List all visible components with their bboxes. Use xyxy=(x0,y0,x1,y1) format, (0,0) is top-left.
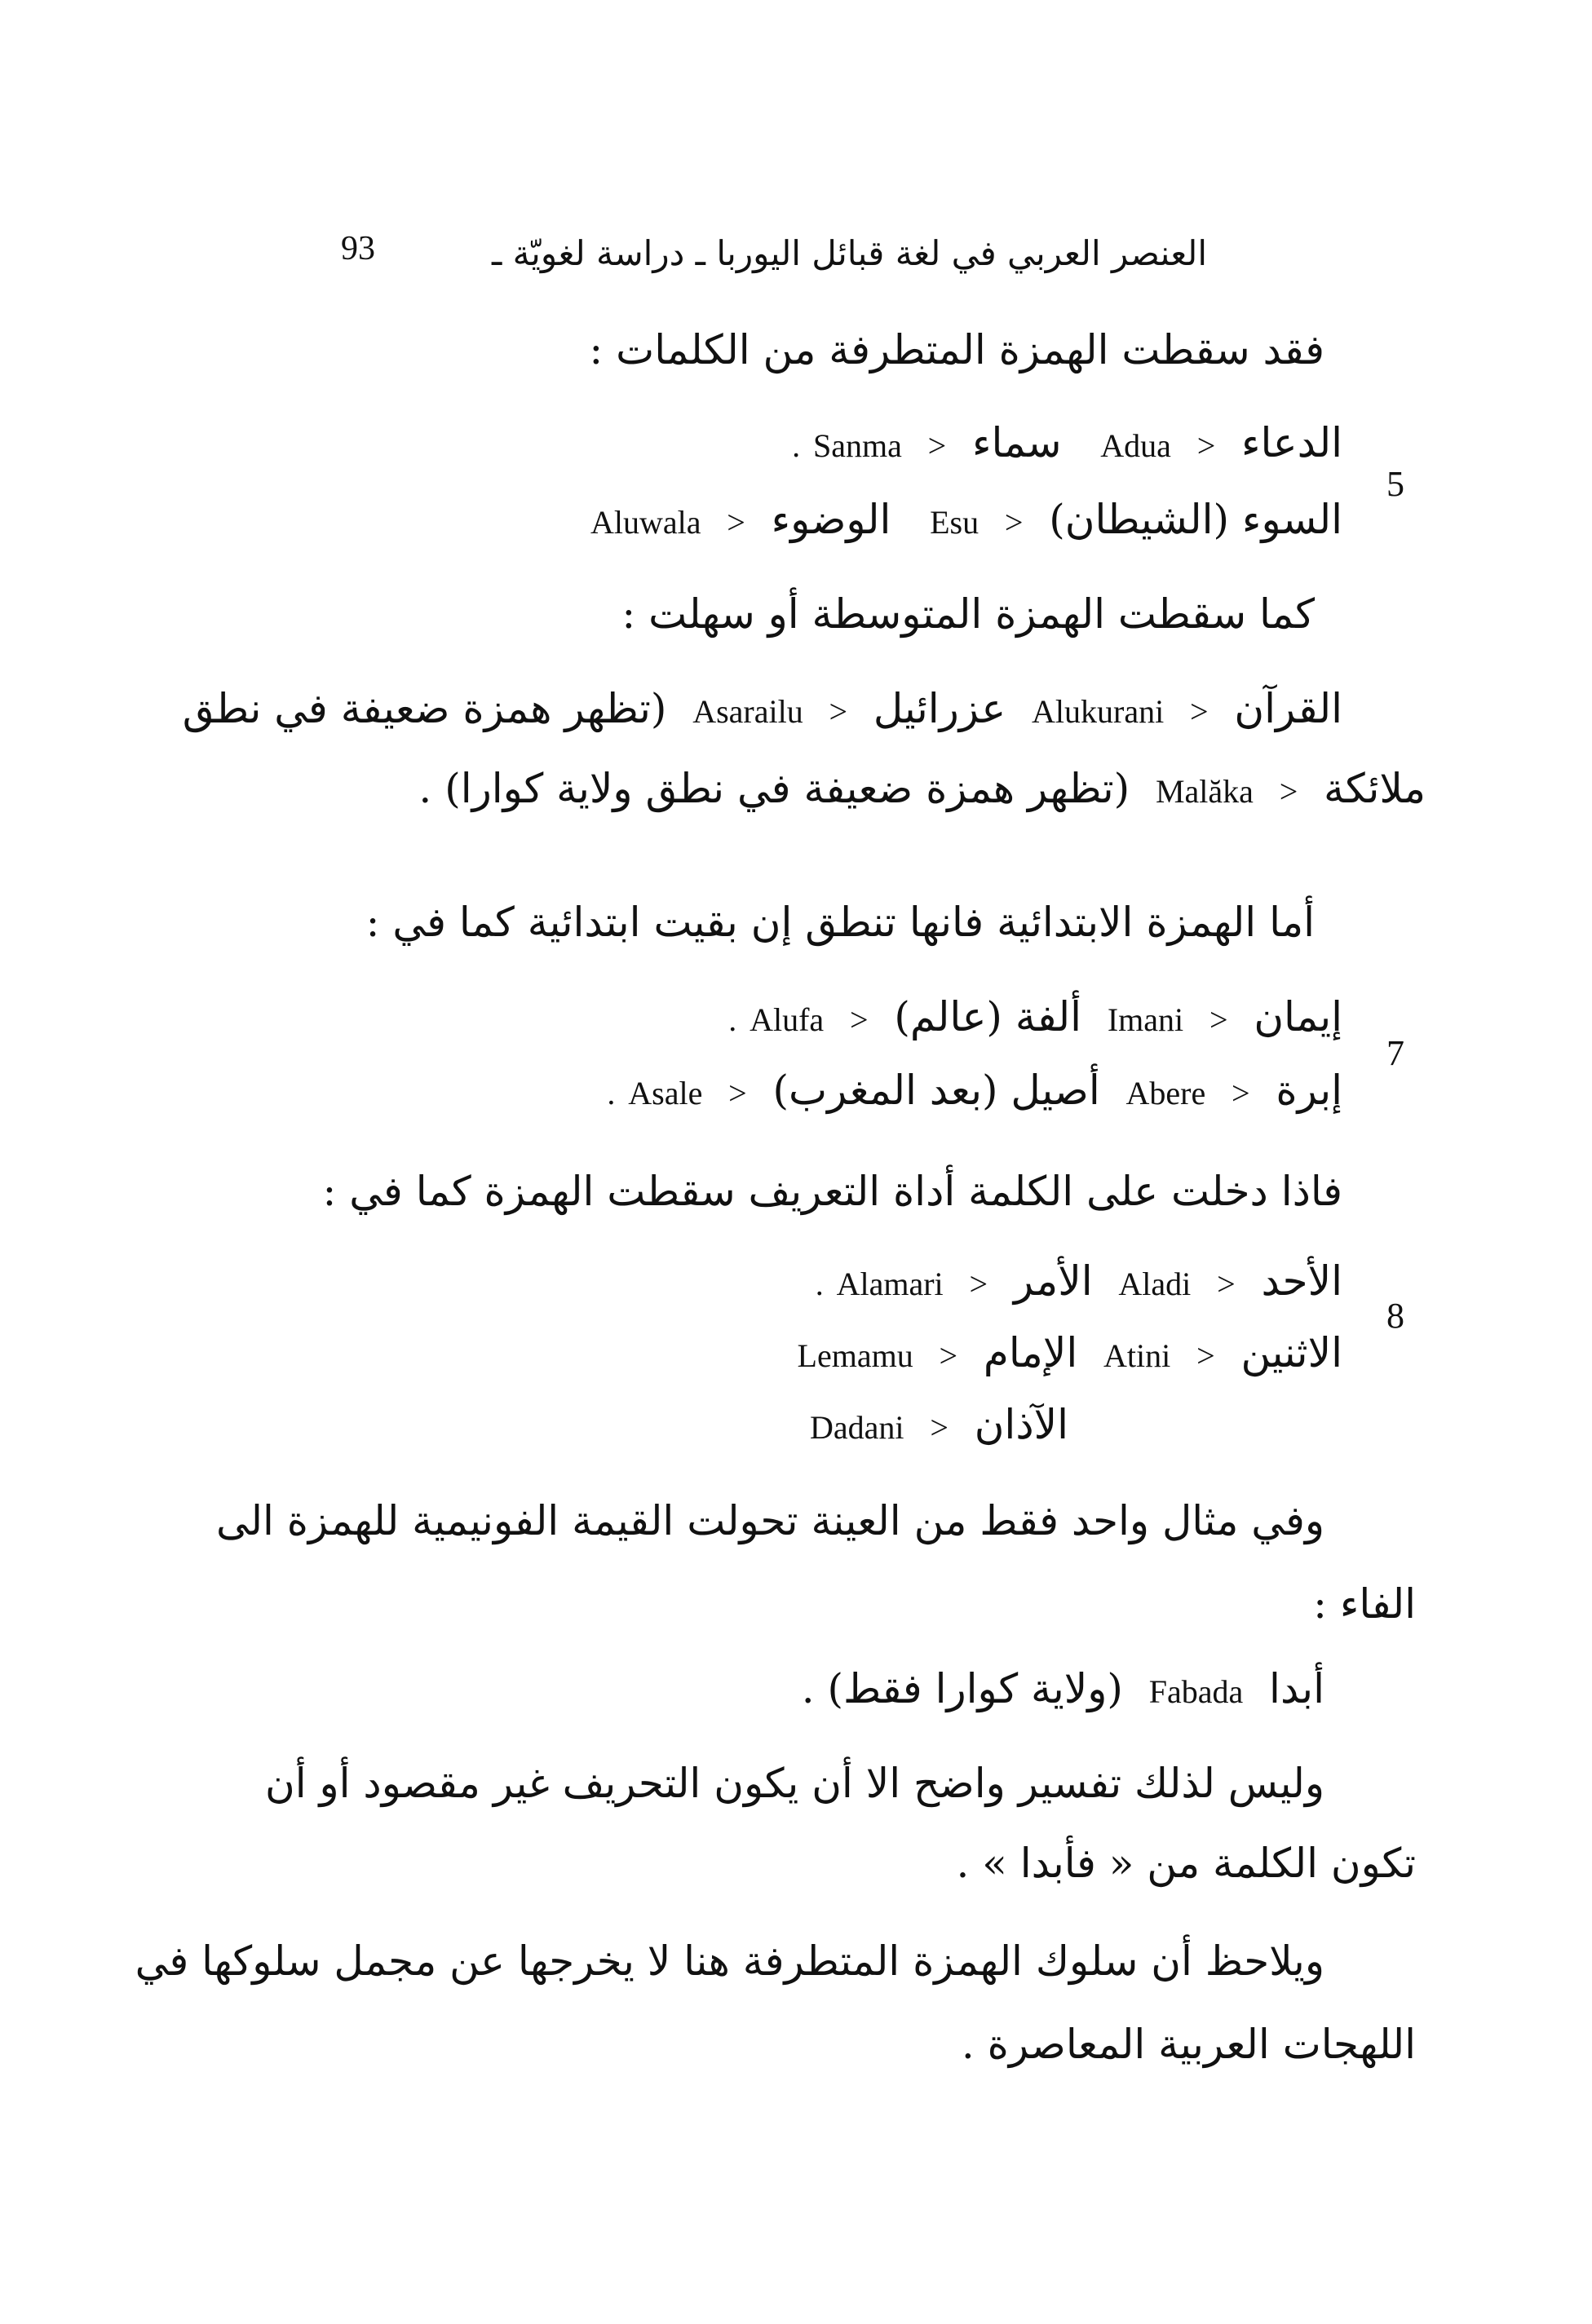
arrow-symbol: < xyxy=(1190,693,1209,730)
arrow-symbol: < xyxy=(1232,1075,1250,1111)
arrow-symbol: < xyxy=(1196,1337,1215,1374)
section3-intro: أما الهمزة الابتدائية فانها تنطق إن بقيت ابتدائية كما في : xyxy=(365,899,1315,946)
arrow-symbol: < xyxy=(930,1409,949,1446)
section2-example-1 xyxy=(182,685,1342,732)
arrow-symbol: < xyxy=(939,1337,958,1374)
arrow-symbol: < xyxy=(1217,1266,1236,1302)
arrow-symbol: < xyxy=(849,1001,869,1038)
period: . xyxy=(728,1001,737,1038)
section7-paragraph-line-1: ويلاحظ أن سلوك الهمزة المتطرفة هنا لا يخرجها عن مجمل سلوكها في xyxy=(135,1937,1324,1985)
page-number: 93 xyxy=(341,230,375,267)
running-title: العنصر العربي في لغة قبائل اليوربا ـ دراسة لغويّة ـ xyxy=(492,233,1207,273)
section2-example-2 xyxy=(418,765,1426,812)
yoruba-word: Abere xyxy=(1125,1075,1206,1111)
arabic-word: ملائكة xyxy=(1324,765,1426,812)
section3-example-1 xyxy=(728,993,1342,1040)
arabic-word: إيمان xyxy=(1254,993,1342,1040)
section6-paragraph-line-2: تكون الكلمة من « فأبدا » . xyxy=(956,1840,1416,1887)
yoruba-word: Atini xyxy=(1103,1337,1171,1374)
arabic-word: القرآن xyxy=(1234,685,1342,732)
period: . xyxy=(815,1266,824,1302)
arrow-symbol: < xyxy=(1279,773,1298,810)
arabic-word: سماء xyxy=(972,419,1062,466)
yoruba-word: Adua xyxy=(1100,427,1171,464)
arrow-symbol: < xyxy=(1209,1001,1228,1038)
arabic-word: الآذان xyxy=(974,1401,1068,1448)
arabic-word: أبدا xyxy=(1269,1665,1324,1712)
section6-paragraph-line-1: وليس لذلك تفسير واضح الا أن يكون التحريف غير مقصود أو أن xyxy=(265,1760,1324,1807)
margin-number-7: 7 xyxy=(1386,1033,1404,1073)
yoruba-word: Dadani xyxy=(810,1409,904,1446)
yoruba-word: Sanma xyxy=(812,427,902,464)
yoruba-word: Alamari xyxy=(836,1266,944,1302)
arrow-symbol: < xyxy=(969,1266,988,1302)
margin-number-5: 5 xyxy=(1386,464,1404,504)
yoruba-word: Aluwala xyxy=(590,504,701,541)
section4-example-3 xyxy=(810,1401,1068,1448)
arabic-word: الإمام xyxy=(983,1329,1078,1376)
note: (تظهر همزة ضعيفة في نطق ولاية كوارا) . xyxy=(418,765,1130,812)
arrow-symbol: < xyxy=(728,1075,747,1111)
arabic-word: الأحد xyxy=(1261,1257,1342,1305)
arabic-word: عزرائيل xyxy=(873,685,1006,732)
arrow-symbol: < xyxy=(927,427,947,464)
section5-example xyxy=(801,1665,1324,1712)
yoruba-word: Asale xyxy=(628,1075,703,1111)
yoruba-word: Malăka xyxy=(1155,773,1254,810)
yoruba-word: Esu xyxy=(930,504,980,541)
section2-intro: كما سقطت الهمزة المتوسطة أو سهلت : xyxy=(621,590,1315,638)
section5-paragraph-line-2: الفاء : xyxy=(1313,1580,1416,1628)
section4-example-2 xyxy=(797,1329,1342,1376)
section5-paragraph-line-1: وفي مثال واحد فقط من العينة تحولت القيمة الفونيمية للهمزة الى xyxy=(216,1497,1324,1544)
yoruba-word: Alukurani xyxy=(1032,693,1165,730)
margin-number-8: 8 xyxy=(1386,1296,1404,1336)
arabic-word: الدعاء xyxy=(1241,419,1342,466)
arabic-word: الأمر xyxy=(1013,1257,1093,1305)
note: (تظهر همزة ضعيفة في نطق xyxy=(182,685,667,732)
note: (ولاية كوارا فقط) . xyxy=(801,1665,1123,1712)
arrow-symbol: < xyxy=(829,693,848,730)
yoruba-word: Lemamu xyxy=(797,1337,913,1374)
arabic-word: إبرة xyxy=(1276,1067,1342,1114)
arrow-symbol: < xyxy=(727,504,745,541)
section4-example-1 xyxy=(815,1257,1342,1305)
arrow-symbol: < xyxy=(1196,427,1216,464)
period: . xyxy=(792,427,801,464)
section1-example-2 xyxy=(590,496,1342,543)
section4-intro: فاذا دخلت على الكلمة أداة التعريف سقطت الهمزة كما في : xyxy=(322,1168,1342,1215)
arabic-word: ألفة (عالم) xyxy=(894,993,1082,1040)
yoruba-word: Aladi xyxy=(1118,1266,1192,1302)
arrow-symbol: < xyxy=(1004,504,1024,541)
arabic-word: أصيل (بعد المغرب) xyxy=(772,1067,1100,1114)
yoruba-word: Imani xyxy=(1107,1001,1184,1038)
yoruba-word: Fabada xyxy=(1148,1673,1244,1710)
arabic-word: الوضوء xyxy=(771,496,891,543)
section3-example-2 xyxy=(607,1067,1342,1114)
section1-example-1 xyxy=(792,419,1342,466)
arabic-word: السوء (الشيطان) xyxy=(1049,496,1342,543)
period: . xyxy=(607,1075,616,1111)
yoruba-word: Alufa xyxy=(750,1001,825,1038)
arabic-word: الاثنين xyxy=(1240,1329,1342,1376)
section7-paragraph-line-2: اللهجات العربية المعاصرة . xyxy=(961,2021,1416,2068)
section1-intro: فقد سقطت الهمزة المتطرفة من الكلمات : xyxy=(589,326,1324,373)
yoruba-word: Asarailu xyxy=(692,693,803,730)
